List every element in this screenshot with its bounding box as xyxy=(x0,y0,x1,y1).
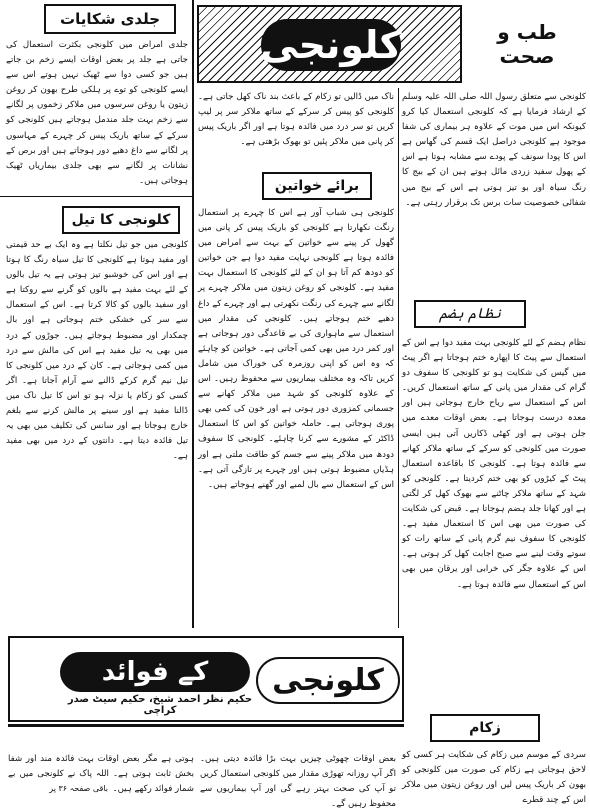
column-rule xyxy=(192,0,194,628)
section-body-col2-top: ناک میں ڈالیں تو زکام کے باعث بند ناک کھل جاتی ہے۔ کلونجی کو پیس کر سرکے کے ساتھ ملاکر سر پر لیپ کریں تو سر درد میں فائدہ ہوتا ہے اور اگر باریک پیس کر پانی میں ملاکر پئیں تو بھوک بڑھتی ہے۔ xyxy=(198,92,394,148)
masthead-title-block xyxy=(261,19,401,71)
section-heading-oil: کلونجی کا تیل xyxy=(62,206,180,234)
masthead-title: کلونجی xyxy=(260,23,402,67)
section-body-jaldi: جلدی امراض میں کلونجی بکثرت استعمال کی جاتی ہے جلد پر بعض اوقات ایسے زخم بن جاتے ہیں جو کسی دوا سے ٹھیک نہیں ہوتے اس سے ایسے کلونجی کو توے پر ہلکی طرح بھون کر روغن زیتون یا روغن سرسوں میں ملاکر زخموں پر لگانے سے زخم بہت جلد مندمل ہوجاتے ہیں کلونجی کو سرکے کے ساتھ باریک پیس کر چہرے کے مہاسوں پر لگانے سے داغ دھبے دور ہوجاتے ہیں اور برص کے نشانات پر لگانے سے بھی جلدی بیماریاں ٹھیک ہوجاتی ہیں۔ xyxy=(6,40,188,186)
feature-banner xyxy=(8,636,404,746)
section-heading-zukam: زکام xyxy=(430,714,540,742)
feature-banner-frame xyxy=(8,636,404,722)
masthead xyxy=(197,5,587,85)
section-heading-khawateen: برائے خواتین xyxy=(262,172,372,200)
banner-title: کلونجی xyxy=(256,657,400,704)
continued-note: باقی صفحہ ۳۶ پر xyxy=(49,784,108,793)
banner-subtitle: کے فوائد xyxy=(101,657,209,687)
section-body-oil: کلونجی میں جو تیل نکلتا ہے وہ ایک بے حد قیمتی اور مفید ہوتا ہے کلونجی کا تیل سیاہ رنگ کا ہوتا ہے اور اس کی خوشبو تیز ہوتی ہے یہ تیل بالوں کے لئے بہت مفید ہے بالوں کو گرنے سے روکتا ہے اور سفید بالوں کو کالا کرتا ہے۔ اس کے استعمال سے سر کی خشکی ختم ہوجاتی ہے اور بال چمکدار اور مضبوط ہوجاتے ہیں۔ جوڑوں کے درد میں بھی یہ تیل مفید ہے اس کی مالش سے درد میں کمی ہوجاتی ہے۔ کان کے درد میں کلونجی کا تیل نیم گرم کرکے ڈالنے سے آرام آجاتا ہے۔ اگر کسی کو زکام یا نزلہ ہو تو اس کا تیل ناک میں ڈالنا مفید ہے اور سینے پر مالش کرنے سے بلغم خارج ہوجاتا ہے اور سانس کی تکلیف میں بھی یہ تیل فائدہ دیتا ہے۔ دانتوں کے درد میں بھی مفید ہے۔ xyxy=(6,240,188,462)
section-body-bottom-left: ہوتی ہے مگر بعض اوقات بہت فائدہ مند اور شفا بخش ثابت ہوتی ہے۔ اللہ پاک نے کلونجی میں بے شمار فوائد رکھے ہیں۔ xyxy=(8,754,194,795)
section-body-zukam: سردی کے موسم میں زکام کی شکایت ہر کسی کو لاحق ہوجاتی ہے زکام کی صورت میں کلونجی کو بھون کر باریک پیس لیں اور روغن زیتون میں ملاکر اس کے چند قطرے xyxy=(402,750,586,806)
section-heading-jaldi: جلدی شکایات xyxy=(44,4,176,34)
section-body-intro: کلونجی سے متعلق رسول اللہ صلی اللہ علیہ وسلم کے ارشاد فرمایا ہے کہ کلونجی استعمال کیا کرو کیونکہ اس میں موت کے علاوہ ہر بیماری کی شفا موجود ہے کلونجی دراصل ایک قسم کی گھاس ہے اس کا پودا سونف کے پودے سے مشابہ ہوتا ہے اس کے پھول سفید زردی مائل ہوتے ہیں ان کے بیج کا رنگ سیاہ اور بو تیز ہوتی ہے اس کے بیج میں شفائی خصوصیت سات برس تک برقرار رہتی ہے۔ xyxy=(402,92,586,208)
section-heading-hazm: نظام ہضم xyxy=(414,300,526,328)
column-rule xyxy=(398,88,399,628)
section-body-khawateen: کلونجی ہی شباب آور ہے اس کا چہرے پر استعمال رنگت نکھارتا ہے کلونجی کو باریک پیس کر پانی میں گھول کر پینے سے خواتین کے بہت سے امراض میں فائدہ ہوتا ہے کلونجی نہایت مفید دوا ہے جن خواتین کو دودھ کم آتا ہو ان کے لئے کلونجی کا استعمال بہت مفید ہے۔ کلونجی کو روغن زیتون میں ملاکر چہرے پر لگانے سے چہرے کی رنگت نکھرتی ہے اور چہرے کے داغ دھبے ختم ہوجاتے ہیں۔ کلونجی کی مقدار میں استعمال سے ماہواری کی بے قاعدگی دور ہوجاتی ہے اور کمر درد میں بھی کمی آجاتی ہے۔ خواتین کو چاہئے کہ وہ اس کو اپنی روزمرہ کی خوراک میں شامل کریں تاکہ وہ مختلف بیماریوں سے محفوظ رہیں۔ اس کے علاوہ کلونجی کو شہد میں ملاکر کھانے سے جسمانی کمزوری دور ہوتی ہے اور خون کی کمی بھی پوری ہوجاتی ہے۔ حاملہ خواتین کو اس کا استعمال ڈاکٹر کے مشورے سے کرنا چاہئے۔ کلونجی کا سفوف دودھ میں ملاکر پینے سے جسم کو طاقت ملتی ہے اور ہڈیاں مضبوط ہوتی ہیں اور چہرے پر تازگی آتی ہے۔ اس کے استعمال سے بال لمبے اور گھنے ہوجاتے ہیں۔ xyxy=(198,208,394,490)
section-body-hazm: نظام ہضم کے لئے کلونجی بہت مفید دوا ہے اس کے استعمال سے پیٹ کا اپھارہ ختم ہوجاتا ہے اگر پیٹ میں گیس کی شکایت ہو تو کلونجی کا سفوف دو گرام کی مقدار میں پانی کے ساتھ استعمال کریں۔ اس کے استعمال سے ریاح خارج ہوجاتی ہیں اور معدہ درست ہوجاتا ہے۔ بعض اوقات معدے میں جلن ہوتی ہے اور کھٹی ڈکاریں آتی ہیں ایسی صورت میں کلونجی کو سرکے کے ساتھ ملاکر کھانے سے فائدہ ہوتا ہے۔ کلونجی کا باقاعدہ استعمال پیٹ کے کیڑوں کو بھی ختم کردیتا ہے۔ کلونجی کو شہد کے ساتھ ملاکر چاٹنے سے بھوک کھل کر لگتی ہے اور کھانا جلد ہضم ہوجاتا ہے۔ قبض کی شکایت کی صورت میں بھی اس کا استعمال مفید ہے۔ کلونجی کا سفوف نیم گرم پانی کے ساتھ رات کو سوتے وقت لینے سے صبح اجابت کھل کر ہوتی ہے۔ اس کے علاوہ جگر کی خرابی اور یرقان میں بھی اس کے استعمال سے فائدہ ہوتا ہے۔ xyxy=(402,338,586,590)
banner-underline xyxy=(8,724,404,727)
banner-title-block xyxy=(260,644,396,716)
masthead-banner xyxy=(197,5,462,83)
banner-subtitle-block xyxy=(60,652,250,692)
masthead-corner-label xyxy=(467,5,587,83)
corner-label-text: طب و صحت xyxy=(497,20,557,68)
banner-byline: حکیم نظر احمد شیخ، حکیم سیٹ صدر کراچی xyxy=(67,694,253,716)
section-rule xyxy=(0,196,192,197)
section-body-bottom-right: بعض اوقات چھوٹی چیزیں بہت بڑا فائدہ دیتی ہیں۔ اگر آپ روزانہ تھوڑی مقدار میں کلونجی استعمال کریں تو آپ کی صحت بہتر رہے گی اور آپ بیماریوں سے محفوظ رہیں گے۔ xyxy=(200,754,396,810)
